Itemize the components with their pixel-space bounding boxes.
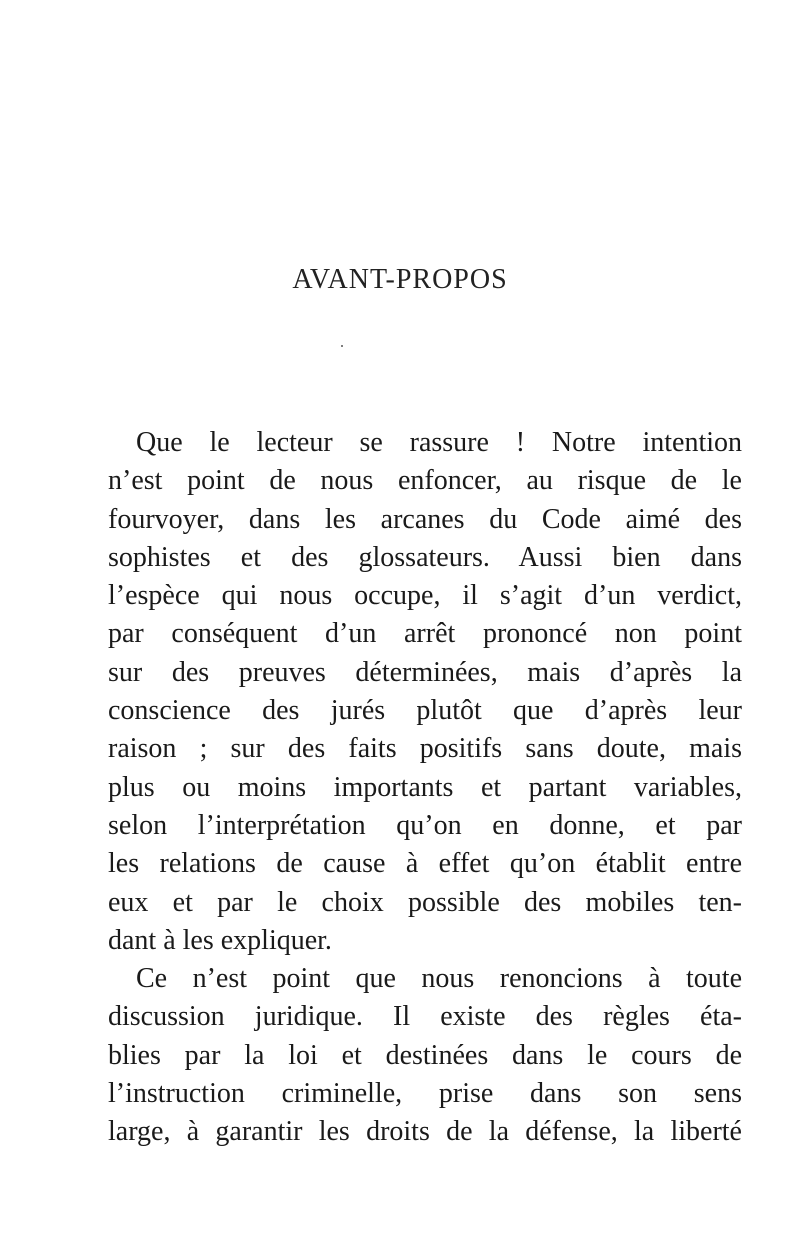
paragraph-1-line-10: plus ou moins importants et partant variables, bbox=[108, 771, 742, 803]
paragraph-2-line-1: Ce n’est point que nous renoncions à toute bbox=[136, 963, 742, 995]
paragraph-2-line-2: discussion juridique. Il existe des règles éta- bbox=[108, 1001, 742, 1033]
paragraph-1-line-7: sur des preuves déterminées, mais d’après la bbox=[108, 656, 742, 688]
paragraph-1-line-4: sophistes et des glossateurs. Aussi bien dans bbox=[108, 541, 742, 573]
paragraph-1-line-12: les relations de cause à effet qu’on établit entre bbox=[108, 848, 742, 880]
paragraph-2-line-5: large, à garantir les droits de la défense, la liberté bbox=[108, 1116, 742, 1148]
paragraph-1-line-3: fourvoyer, dans les arcanes du Code aimé des bbox=[108, 503, 742, 535]
paragraph-1-line-11: selon l’interprétation qu’on en donne, et par bbox=[108, 809, 742, 841]
paragraph-1-line-14: dant à les expliquer. bbox=[108, 924, 332, 956]
page-title: AVANT-PROPOS bbox=[292, 264, 508, 295]
paragraph-1-line-6: par conséquent d’un arrêt prononcé non point bbox=[108, 618, 742, 650]
paragraph-1-line-2: n’est point de nous enfoncer, au risque de le bbox=[108, 465, 742, 497]
paragraph-1-line-5: l’espèce qui nous occupe, il s’agit d’un verdict, bbox=[108, 580, 742, 612]
paragraph-1-line-1: Que le lecteur se rassure ! Notre intention bbox=[136, 427, 742, 458]
paragraph-1-line-13: eux et par le choix possible des mobiles ten- bbox=[108, 886, 742, 918]
paragraph-1-line-8: conscience des jurés plutôt que d’après leur bbox=[108, 695, 742, 727]
page-speck bbox=[341, 345, 343, 347]
paragraph-2-line-4: l’instruction criminelle, prise dans son sens bbox=[108, 1078, 742, 1110]
paragraph-2-line-3: blies par la loi et destinées dans le cours de bbox=[108, 1039, 742, 1071]
paragraph-1-line-9: raison ; sur des faits positifs sans doute, mais bbox=[108, 733, 742, 765]
body-text bbox=[108, 424, 742, 1152]
